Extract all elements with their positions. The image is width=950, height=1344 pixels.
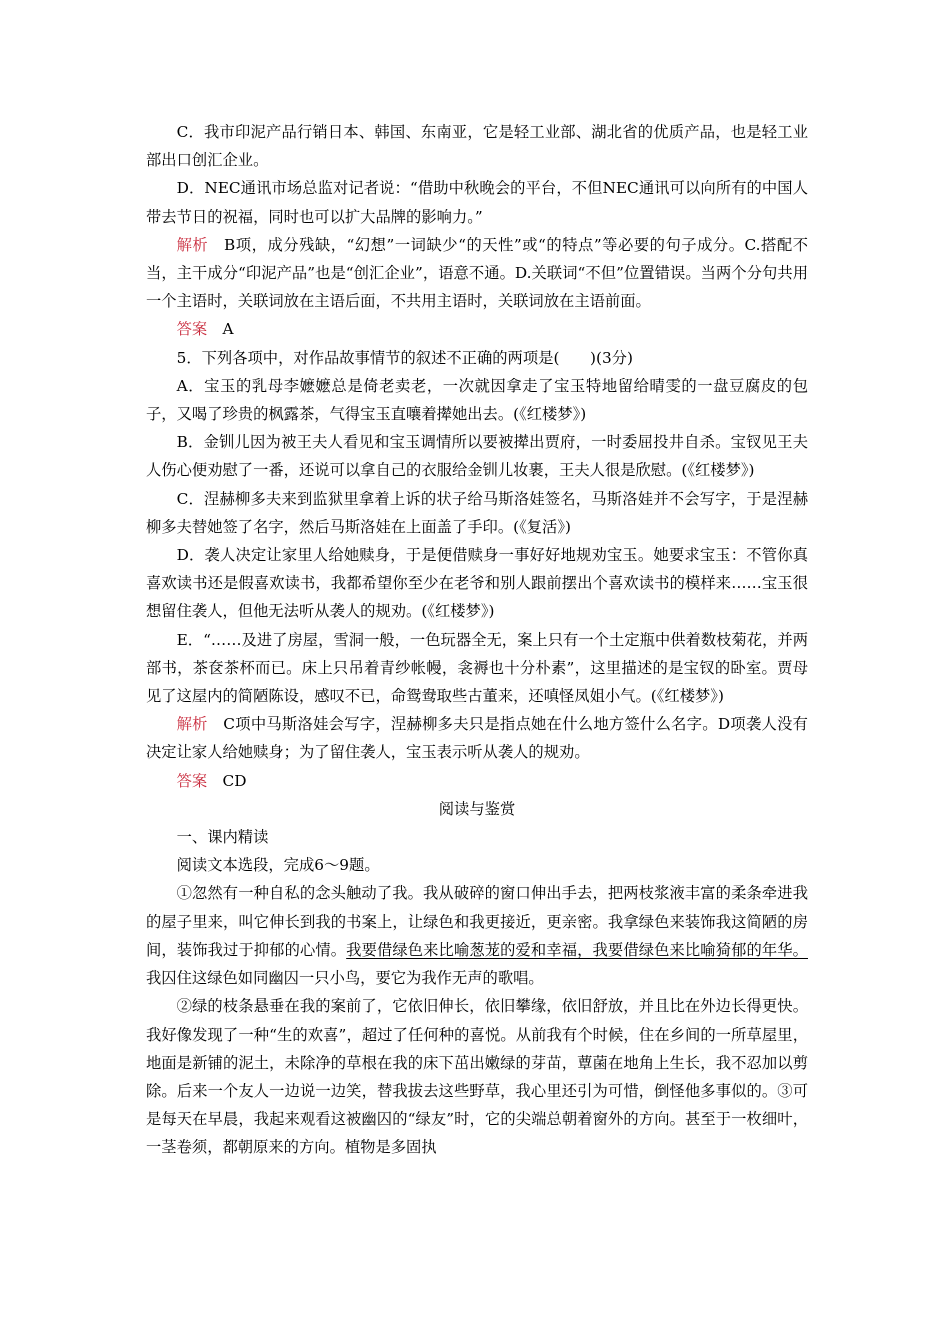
underlined-sentence: 我要借绿色来比喻葱茏的爱和幸福，我要借绿色来比喻猗郁的年华。 xyxy=(346,940,808,959)
q5-option-b: B．金钏儿因为被王夫人看见和宝玉调情所以要被撵出贾府，一时委屈投井自杀。宝钗见王夫人伤心便劝慰了一番，还说可以拿自己的衣服给金钏儿妆裹，王夫人很是欣慰。(《红楼梦》) xyxy=(146,433,808,480)
q4-option-d: D．NEC通讯市场总监对记者说：“借助中秋晚会的平台，不但NEC通讯可以向所有的中国人带去节日的祝福，同时也可以扩大品牌的影响力。” xyxy=(146,179,808,226)
answer-text: CD xyxy=(207,771,247,790)
answer-text: A xyxy=(207,320,234,339)
q5-option-a: A．宝玉的乳母李嬷嬷总是倚老卖老，一次就因拿走了宝玉特地留给晴雯的一盘豆腐皮的包子，又喝了珍贵的枫露茶，气得宝玉直嚷着撵她出去。(《红楼梦》) xyxy=(146,376,808,424)
q4-option-c: C．我市印泥产品行销日本、韩国、东南亚，它是轻工业部、湖北省的优质产品，也是轻工业部出口创汇企业。 xyxy=(146,123,808,170)
q5-option-e: E．“……及进了房屋，雪洞一般，一色玩器全无，案上只有一个土定瓶中供着数枝菊花，并两部书，茶奁茶杯而已。床上只吊着青纱帐幔，衾褥也十分朴素”，这里描述的是宝钗的卧室。贾母见了这屋内的简陋陈设，感叹不已，命鸳鸯取些古董来，还嗔怪凤姐小气。(《红楼梦》) xyxy=(146,630,808,706)
section-subtitle: 一、课内精读 xyxy=(176,828,269,847)
answer-label: 答案 xyxy=(176,320,208,339)
q4-analysis xyxy=(146,231,808,316)
section-title: 阅读与鉴赏 xyxy=(438,799,516,818)
passage-text: 我囚住这绿色如同幽囚一只小鸟，要它为我作无声的歌唱。 xyxy=(146,969,544,988)
document-page xyxy=(146,118,808,1162)
analysis-label: 解析 xyxy=(176,235,209,254)
q5-analysis xyxy=(146,710,808,766)
answer-label: 答案 xyxy=(176,771,208,790)
analysis-text: C项中马斯洛娃会写字，涅赫柳多夫只是指点她在什么地方签什么名字。D项袭人没有决定让家人给她赎身；为了留住袭人，宝玉表示听从袭人的规劝。 xyxy=(146,715,808,762)
passage-paragraph-2: ②绿的枝条悬垂在我的案前了，它依旧伸长，依旧攀缘，依旧舒放，并且比在外边长得更快。我好像发现了一种“生的欢喜”，超过了任何种的喜悦。从前我有个时候，住在乡间的一所草屋里，地面是新铺的泥土，未除净的草根在我的床下茁出嫩绿的芽苗，蕈菌在地角上生长，我不忍加以剪除。后来一个友人一边说一边笑，替我拔去这些野草，我心里还引为可惜，倒怪他多事似的。③可是每天在早晨，我起来观看这被幽囚的“绿友”时，它的尖端总朝着窗外的方向。甚至于一枚细叶，一茎卷须，都朝原来的方向。植物是多固执 xyxy=(146,997,808,1157)
section-instruction: 阅读文本选段，完成6～9题。 xyxy=(176,856,380,875)
analysis-label: 解析 xyxy=(176,715,208,734)
passage-paragraph-1 xyxy=(146,879,808,992)
passage-text: ①忽然有一种自私的念头触动了我。我从破碎的窗口伸出手去，把两枝浆液丰富的柔条牵进我的屋子里来，叫它伸长到我的书案上，让绿色和我更接近，更亲密。我拿绿色来装饰我这简陋的房间，装饰我过于抑郁的心情。 xyxy=(146,884,808,959)
q5-answer xyxy=(146,767,808,795)
q5-option-c: C．涅赫柳多夫来到监狱里拿着上诉的状子给马斯洛娃签名，马斯洛娃并不会写字，于是涅赫柳多夫替她签了名字，然后马斯洛娃在上面盖了手印。(《复活》) xyxy=(146,489,808,536)
q5-option-d: D．袭人决定让家里人给她赎身，于是便借赎身一事好好地规劝宝玉。她要求宝玉：不管你真喜欢读书还是假喜欢读书，我都希望你至少在老爷和别人跟前摆出个喜欢读书的模样来……宝玉很想留住袭人，但他无法听从袭人的规劝。(《红楼梦》) xyxy=(146,546,808,621)
q4-answer xyxy=(146,315,808,343)
analysis-text: B项，成分残缺，“幻想”一词缺少“的天性”或“的特点”等必要的句子成分。C.搭配不当，主干成分“印泥产品”也是“创汇企业”，语意不通。D.关联词“不但”位置错误。当两个分句共用一个主语时，关联词放在主语后面，不共用主语时，关联词放在主语前面。 xyxy=(146,235,808,311)
q5-stem: 5．下列各项中，对作品故事情节的叙述不正确的两项是( )(3分) xyxy=(176,348,633,367)
